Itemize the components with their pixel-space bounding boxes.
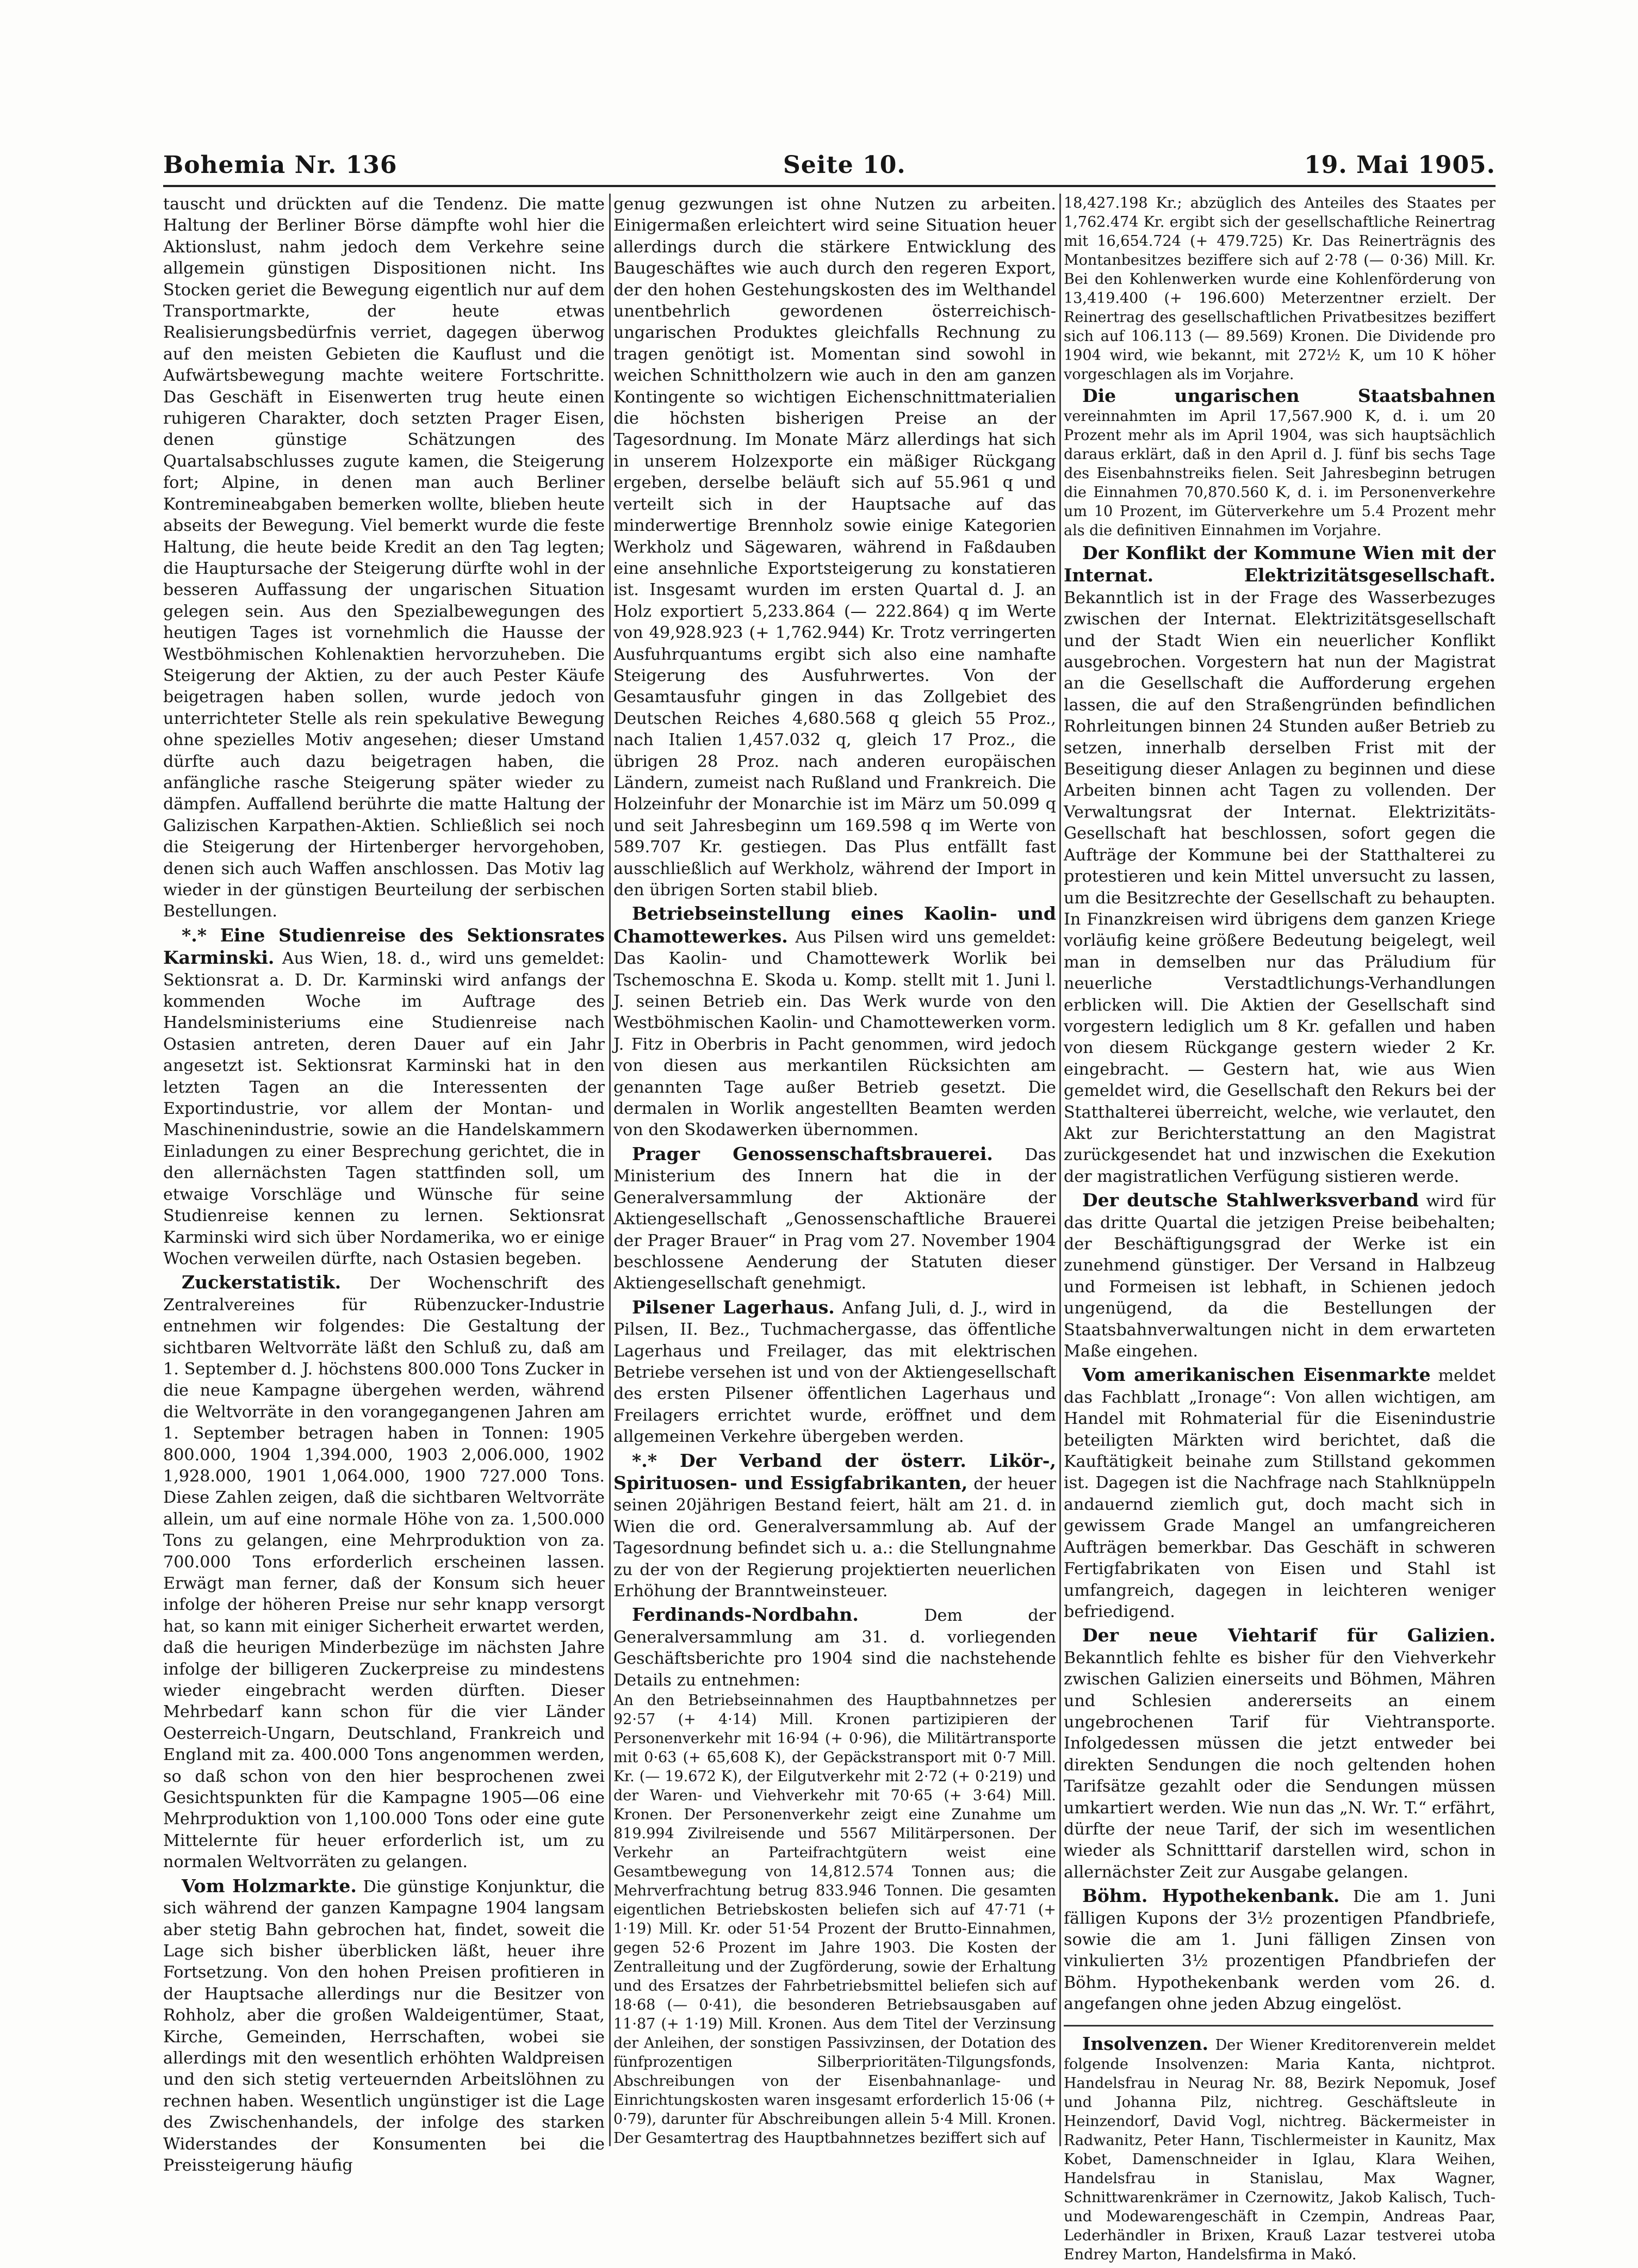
article-text: Das Ministerium des Innern hat die in der Generalversammlung der Aktionäre der Aktiengesellschaft „Genossenschaftliche Brauerei der Prager Brauer“ in Prag vom 27. November 1904 beschlossene Aenderung der Statuten dieser Aktiengesellschaft genehmigt. — [613, 1145, 1056, 1293]
article-text: An den Betriebseinnahmen des Hauptbahnnetzes per 92·57 (+ 4·14) Mill. Kronen partizipieren der Personenverkehr mit 16·94 (+ 0·96), die Militärtransporte mit 0·63 (+ 65,608 K), der Gepäckstransport mit 0·7 Mill. Kr. (— 19.672 K), der Eilgutverkehr mit 2·72 (+ 0·219) und der Waren- und Viehverkehr mit 70·65 (+ 3·64) Mill. Kronen. Der Personenverkehr zeigt eine Zunahme um 819.994 Zivilreisende und 5567 Militärpersonen. Der Verkehr an Parteifrachtgütern weist eine Gesamtbewegung von 14,812.574 Tonnen aus; die Mehrverfrachtung betrug 833.946 Tonnen. Die gesamten eigentlichen Betriebskosten beliefen sich auf 47·71 (+ 1·19) Mill. Kr. oder 51·54 Prozent der Brutto-Einnahmen, gegen 52·6 Prozent im Jahre 1903. Die Kosten der Zentralleitung und der Zugförderung, sowie der Erhaltung und des Ersatzes der Fahrbetriebsmittel beliefen sich auf 18·68 (— 0·41), die besonderen Betriebsausgaben auf 11·87 (+ 1·19) Mill. Kronen. Aus dem Titel der Verzinsung der Anleihen, der sonstigen Passivzinsen, der Dotation des fünfprozentigen Silberprioritäten-Tilgungsfonds, Abschreibungen von der Eisenbahnanlage- und Einrichtungskosten waren insgesamt erforderlich 15·06 (+ 0·79), darunter für Abschreibungen allein 5·4 Mill. Kronen. Der Gesamtertrag des Hauptbahnnetzes beziffert sich auf — [613, 1692, 1056, 2147]
article-paragraph — [163, 925, 605, 1270]
article-headline: Der neue Viehtarif für Galizien. — [1082, 1625, 1496, 1646]
article-headline: Böhm. Hypothekenbank. — [1082, 1885, 1340, 1907]
article-headline: Betriebseinstellung eines Kaolin- und Chamottewerkes. — [613, 903, 1056, 947]
article-text: Aus Pilsen wird uns gemeldet: Das Kaolin- und Chamottewerk Worlik bei Tschemoschna E. Skoda u. Komp. stellt mit 1. Juni l. J. seinen Betrieb ein. Das Werk wurde von den Westböhmischen Kaolin- und Chamottewerken vorm. J. Fitz in Oberbris in Pacht genommen, wird jedoch von diesen aus merkantilen Rücksichten am genannten Tage außer Betrieb gesetzt. Die dermalen in Worlik angestellten Beamten werden von den Skodawerken übernommen. — [613, 927, 1056, 1140]
article-text: Der Wiener Kreditorenverein meldet folgende Insolvenzen: Maria Kanta, nichtprot. Handelsfrau in Neurag Nr. 88, Bezirk Nepomuk, Josef und Johanna Pilz, nichtreg. Geschäftsleute in Heinzendorf, David Vogl, nichtreg. Bäckermeister in Radwanitz, Peter Hann, Tischlermeister in Kaunitz, Max Kobet, Damenschneider in Iglau, Klara Weihen, Handelsfrau in Stanislau, Max Wagner, Schnittwarenkrämer in Czernowitz, Jakob Kalisch, Tuch- und Modewarengeschäft in Czempin, Andreas Paar, Lederhändler in Brixen, Krauß Lazar testverei utoba Endrey Marton, Handelsfirma in Makó. — [1064, 2036, 1496, 2263]
article-headline: *.* Eine Studienreise des Sektionsrates Karminski. — [163, 924, 605, 969]
article-text: Die am 1. Juni fälligen Kupons der 3½ prozentigen Pfandbriefe, sowie die am 1. Juni fälligen Zinsen von vinkulierten 3½ prozentigen Pfandbriefen der Böhm. Hypothekenbank werden vom 26. d. angefangen ohne jeden Abzug eingelöst. — [1064, 1887, 1496, 2014]
article-headline: Der Konflikt der Kommune Wien mit der Internat. Elektrizitätsgesellschaft. — [1064, 542, 1496, 586]
header-page-number: Seite 10. — [783, 151, 906, 179]
article-paragraph — [613, 1604, 1056, 1691]
article-text: der heuer seinen 20jährigen Bestand feiert, hält am 21. d. in Wien die ord. Generalversammlung ab. Auf der Tagesordnung befindet sich u. a.: die Stellungnahme zu der von der Regierung projektierten neuerlichen Erhöhung der Branntweinsteuer. — [613, 1474, 1056, 1601]
column-2 — [613, 194, 1056, 2146]
article-paragraph — [163, 1272, 605, 1873]
article-text: Bekanntlich ist in der Frage des Wasserbezuges zwischen der Internat. Elektrizitätsgesellschaft und der Stadt Wien ein neuerlicher Konflikt ausgebrochen. Vorgestern hat nun der Magistrat an die Gesellschaft die Aufforderung ergehen lassen, die auf den Straßengründen befindlichen Rohrleitungen binnen 24 Stunden außer Betrieb zu setzen, innerhalb derselben Frist mit der Beseitigung dieser Anlagen zu beginnen und diese Arbeiten binnen acht Tagen zu vollenden. Der Verwaltungsrat der Internat. Elektrizitäts-Gesellschaft hat beschlossen, sofort gegen die Aufträge der Kommune bei der Statthalterei zu protestieren und kein Mittel unversucht zu lassen, um die Besitzrechte der Gesellschaft zu behaupten. In Finanzkreisen wird übrigens dem ganzen Kriege vorläufig keine größere Bedeutung beigelegt, weil man in demselben nur das Präludium für neuerliche Verstadtlichungs-Verhandlungen erblicken will. Die Aktien der Gesellschaft sind vorgestern lediglich um 8 Kr. gefallen und haben von diesem Rückgange gestern wieder 2 Kr. eingebracht. — Gestern hat, wie aus Wien gemeldet wird, die Gesellschaft den Rekurs bei der Statthalterei überreicht, welche, wie verlautet, den Akt zur Berichterstattung an den Magistrat zurückgesendet hat und inzwischen die Exekution der magistratlichen Verfügung sistieren werde. — [1064, 588, 1496, 1186]
header-rule — [163, 185, 1496, 187]
column-3 — [1064, 194, 1496, 2263]
article-paragraph — [1064, 1189, 1496, 1362]
article-paragraph — [1064, 1885, 1496, 2015]
article-paragraph — [613, 1297, 1056, 1448]
article-headline: Zuckerstatistik. — [182, 1272, 342, 1293]
article-headline: Vom amerikanischen Eisenmarkte — [1082, 1364, 1431, 1386]
article-paragraph — [613, 1143, 1056, 1294]
header-date: 19. Mai 1905. — [1304, 151, 1496, 179]
article-paragraph — [1064, 1625, 1496, 1883]
article-headline: Insolvenzen. — [1082, 2032, 1208, 2054]
article-paragraph — [163, 1875, 605, 2177]
article-text: wird für das dritte Quartal die jetzigen Preise beibehalten; der Beschäftigungsgrad der Werke ist ein zunehmend günstiger. Der Versand in Halbzeug und Formeisen ist lebhaft, in Schienen jedoch ungenügend, da die Bestellungen der Staatsbahnverwaltungen nicht in dem erwarteten Maße eingehen. — [1064, 1192, 1496, 1361]
article-paragraph — [1064, 386, 1496, 540]
article-paragraph — [613, 903, 1056, 1141]
article-text: Der Wochenschrift des Zentralvereines für Rübenzucker-Industrie entnehmen wir folgendes: Die Gestaltung der sichtbaren Weltvorräte läßt den Schluß zu, daß am 1. September d. J. höchstens 800.000 Tons Zucker in die neue Kampagne übergehen werden, während die Weltvorräte in den vorangegangenen Jahren am 1. September betragen haben in Tonnen: 1905 800.000, 1904 1,394.000, 1903 2,006.000, 1902 1,928.000, 1901 1,064.000, 1900 727.000 Tons. Diese Zahlen zeigen, daß die sichtbaren Weltvorräte allein, um auf eine normale Höhe von za. 1,500.000 Tons zu gelangen, eine Mehrproduktion von za. 700.000 Tons erforderlich erscheinen lassen. Erwägt man ferner, daß der Konsum sich heuer infolge der höheren Preise nur sehr knapp versorgt hat, so kann mit einiger Sicherheit erwartet werden, daß die heurigen Minderbezüge im nächsten Jahre infolge der billigeren Zuckerpreise zu mindestens wieder eingebracht werden dürften. Dieser Mehrbedarf kann schon für die vier Länder Oesterreich-Ungarn, Deutschland, Frankreich und England mit za. 400.000 Tons angenommen werden, so daß schon von den hier besprochenen zwei Gesichtspunkten für die Kampagne 1905—06 eine Mehrproduktion von 1,100.000 Tons oder eine gute Mittelernte für heuer erforderlich ist, um zu normalen Weltvorräten zu gelangen. — [163, 1274, 605, 1872]
article-headline: Prager Genossenschaftsbrauerei. — [632, 1143, 993, 1164]
article-paragraph — [1064, 2034, 1496, 2264]
article-paragraph — [1064, 1364, 1496, 1622]
article-paragraph — [613, 1450, 1056, 1602]
article-text: Die günstige Konjunktur, die sich während der ganzen Kampagne 1904 langsam aber stetig Bahn gebrochen hat, findet, soweit die Lage sich bisher überblicken läßt, heuer ihre Fortsetzung. Von den hohen Preisen profitieren in der Hauptsache allerdings nur die Besitzer von Rohholz, aber die großen Waldeigentümer, Staat, Kirche, Gemeinden, Herrschaften, wobei sie allerdings mit den wesentlich erhöhten Waldpreisen und den sich stetig verteuernden Arbeitslöhnen zu rechnen haben. Wesentlich ungünstiger ist die Lage des Zwischenhandels, der infolge des starken Widerstandes der Konsumenten bei die Preissteigerung häufig — [163, 1877, 605, 2175]
article-text: Aus Wien, 18. d., wird uns gemeldet: Sektionsrat a. D. Dr. Karminski wird anfangs der kommenden Woche im Auftrage des Handelsministeriums eine Studienreise nach Ostasien antreten, deren Dauer auf ein Jahr angesetzt ist. Sektionsrat Karminski hat in den letzten Tagen an die Interessenten der Exportindustrie, vor allem der Montan- und Maschinenindustrie, sowie an die Handelskammern Einladungen zu einer Besprechung gerichtet, die in den allernächsten Tagen stattfinden soll, um etwaige Vorschläge und Wünsche für seine Studienreise kennen zu lernen. Sektionsrat Karminski wird sich über Nordamerika, wo er einige Wochen verweilen dürfte, nach Ostasien begeben. — [163, 949, 605, 1268]
article-paragraph — [613, 194, 1056, 901]
article-headline: Der deutsche Stahlwerksverband — [1082, 1189, 1419, 1211]
article-text: genug gezwungen ist ohne Nutzen zu arbeiten. Einigermaßen erleichtert wird seine Situation heuer allerdings durch die stärkere Entwicklung des Baugeschäftes wie auch durch den regeren Export, der den hohen Gestehungskosten des im Welthandel unentbehrlich gewordenen österreichisch-ungarischen Produktes gleichfalls Rechnung zu tragen genötigt ist. Momentan sind sowohl in weichen Schnittholzern wie auch in den am ganzen Kontingente so wichtigen Eichenschnittmaterialien die höchsten bisherigen Preise an der Tagesordnung. Im Monate März allerdings hat sich in unserem Holzexporte ein mäßiger Rückgang ergeben, derselbe beläuft sich auf 55.961 q und verteilt sich in der Hauptsache auf das minderwertige Brennholz sowie einige Kategorien Werkholz und Sägewaren, während in Faßdauben eine ansehnliche Exportsteigerung zu konstatieren ist. Insgesamt wurden im ersten Quartal d. J. an Holz exportiert 5,233.864 (— 222.864) q im Werte von 49,928.923 (+ 1,762.944) Kr. Trotz verringerten Ausfuhrquantums ergibt sich also eine namhafte Steigerung des Ausfuhrwertes. Von der Gesamtausfuhr gingen in das Zollgebiet des Deutschen Reiches 4,680.568 q gleich 55 Proz., nach Italien 1,457.032 q, gleich 17 Proz., die übrigen 28 Proz. nach anderen europäischen Ländern, zumeist nach Rußland und Frankreich. Die Holzeinfuhr der Monarchie ist im März um 50.099 q und seit Jahresbeginn um 169.598 q im Werte von 589.707 Kr. gestiegen. Das Plus entfällt fast ausschließlich auf Werkholz, während der Import in den übrigen Sorten stabil blieb. — [613, 195, 1056, 900]
article-headline: *.* Der Verband der österr. Likör-, Spirituosen- und Essigfabrikanten, — [613, 1449, 1056, 1494]
article-text: Anfang Juli, d. J., wird in Pilsen, II. Bez., Tuchmachergasse, das öffentliche Lagerhaus und Freilager, das mit elektrischen Betriebe versehen ist und von der Aktiengesellschaft des ersten Pilsener öffentlichen Lagerhaus und Freilagers errichtet wurde, eröffnet und dem allgemeinen Verkehre übergeben werden. — [613, 1298, 1056, 1447]
article-text: 18,427.198 Kr.; abzüglich des Anteiles des Staates per 1,762.474 Kr. ergibt sich der gesellschaftliche Reinertrag mit 16,654.724 (+ 479.725) Kr. Das Reinerträgnis des Montanbesitzes beziffere sich auf 2·78 (— 0·36) Mill. Kr. Bei den Kohlenwerken wurde eine Kohlenförderung von 13,419.400 (+ 196.600) Meterzentner erzielt. Der Reinertrag des gesellschaftlichen Privatbesitzes beziffert sich auf 106.113 (— 89.569) Kronen. Die Dividende pro 1904 wird, wie bekannt, mit 272½ K, um 10 K höher vorgeschlagen als im Vorjahre. — [1064, 195, 1496, 383]
article-paragraph — [613, 1691, 1056, 2148]
column-1 — [163, 194, 605, 2175]
article-headline: Ferdinands-Nordbahn. — [632, 1604, 859, 1626]
column-divider — [1059, 194, 1061, 2146]
article-text: vereinnahmten im April 17,567.900 K, d. i. um 20 Prozent mehr als im April 1904, was sich hauptsächlich daraus erklärt, daß in den April d. J. fünf bis sechs Tage des Eisenbahnstreiks fielen. Seit Jahresbeginn betrugen die Einnahmen 70,870.560 K, d. i. im Personenverkehre um 10 Prozent, im Güterverkehre um 5.4 Prozent mehr als die definitiven Einnahmen im Vorjahre. — [1064, 408, 1496, 539]
article-text: Bekanntlich fehlte es bisher für den Viehverkehr zwischen Galizien einerseits und Böhmen, Mähren und Schlesien andererseits an einem ungebrochenen Tarif für Viehtransporte. Infolgedessen müssen die jetzt entweder bei direkten Sendungen die noch geltenden hohen Tarifsätze gezahlt oder die Sendungen müssen umkartiert werden. Wie nun das „N. Wr. T.“ erfährt, dürfte der neue Tarif, der sich im wesentlichen wieder als Schnitttarif darstellen wird, schon in allernächster Zeit zur Ausgabe gelangen. — [1064, 1648, 1496, 1882]
article-paragraph — [163, 194, 605, 922]
article-text: tauscht und drückten auf die Tendenz. Die matte Haltung der Berliner Börse dämpfte wohl hier die Aktionslust, nahm jedoch dem Verkehre seine allgemein günstigen Dispositionen nicht. Ins Stocken geriet die Bewegung eigentlich nur auf dem Transportmarkte, der heute etwas Realisierungsbedürfnis verriet, dagegen überwog auf den meisten Gebieten die Kauflust und die Aufwärtsbewegung machte weitere Fortschritte. Das Geschäft in Eisenwerten trug heute einen ruhigeren Charakter, doch setzten Prager Eisen, denen günstige Schätzungen des Quartalsabschlusses zugute kamen, die Steigerung fort; Alpine, in denen man auch Berliner Kontremineabgaben bemerken wollte, blieben heute abseits der Bewegung. Viel bemerkt wurde die feste Haltung, die heute beide Kredit an den Tag legten; die Hauptursache der Steigerung dürfte wohl in der besseren Auffassung der ungarischen Situation gelegen sein. Aus den Spezialbewegungen des heutigen Tages ist vornehmlich die Hausse der Westböhmischen Kohlenaktien hervorzuheben. Die Steigerung der Aktien, zu der auch Pester Käufe beigetragen haben sollen, wurde jedoch von unterrichteter Stelle als rein spekulative Bewegung ohne spezielles Motiv angesehen; dieser Umstand dürfte auch dazu beigetragen haben, die anfängliche rasche Steigerung später wieder zu dämpfen. Auffallend berührte die matte Haltung der Galizischen Karpathen-Aktien. Schließlich sei noch die Steigerung der Hirtenberger hervorgehoben, denen sich auch Waffen anschlossen. Das Motiv lag wieder in der günstigen Beurteilung der serbischen Bestellungen. — [163, 195, 605, 921]
article-headline: Pilsener Lagerhaus. — [632, 1296, 835, 1318]
article-text: meldet das Fachblatt „Ironage“: Von allen wichtigen, am Handel mit Rohmaterial für die Eisenindustrie beteiligten Märkten wird berichtet, daß die Kauftätigkeit beinahe zum Stillstand gekommen ist. Dagegen ist die Nachfrage nach Stahlknüppeln andauernd ziemlich gut, doch macht sich in gewissem Grade Mangel an umfangreicheren Aufträgen bemerkbar. Das Geschäft in schweren Fertigfabrikaten von Eisen und Stahl ist umfangreich, dagegen in leichteren weniger befriedigend. — [1064, 1366, 1496, 1621]
article-headline: Vom Holzmarkte. — [182, 1875, 357, 1897]
article-paragraph — [1064, 542, 1496, 1187]
article-headline: Die ungarischen Staatsbahnen — [1082, 385, 1496, 406]
header-publication: Bohemia Nr. 136 — [163, 151, 398, 179]
article-paragraph — [1064, 194, 1496, 384]
article-text: Dem der Generalversammlung am 31. d. vorliegenden Geschäftsberichte pro 1904 sind die nachstehende Details zu entnehmen: — [613, 1606, 1056, 1690]
section-divider — [1064, 2025, 1493, 2027]
column-divider — [609, 194, 611, 2146]
